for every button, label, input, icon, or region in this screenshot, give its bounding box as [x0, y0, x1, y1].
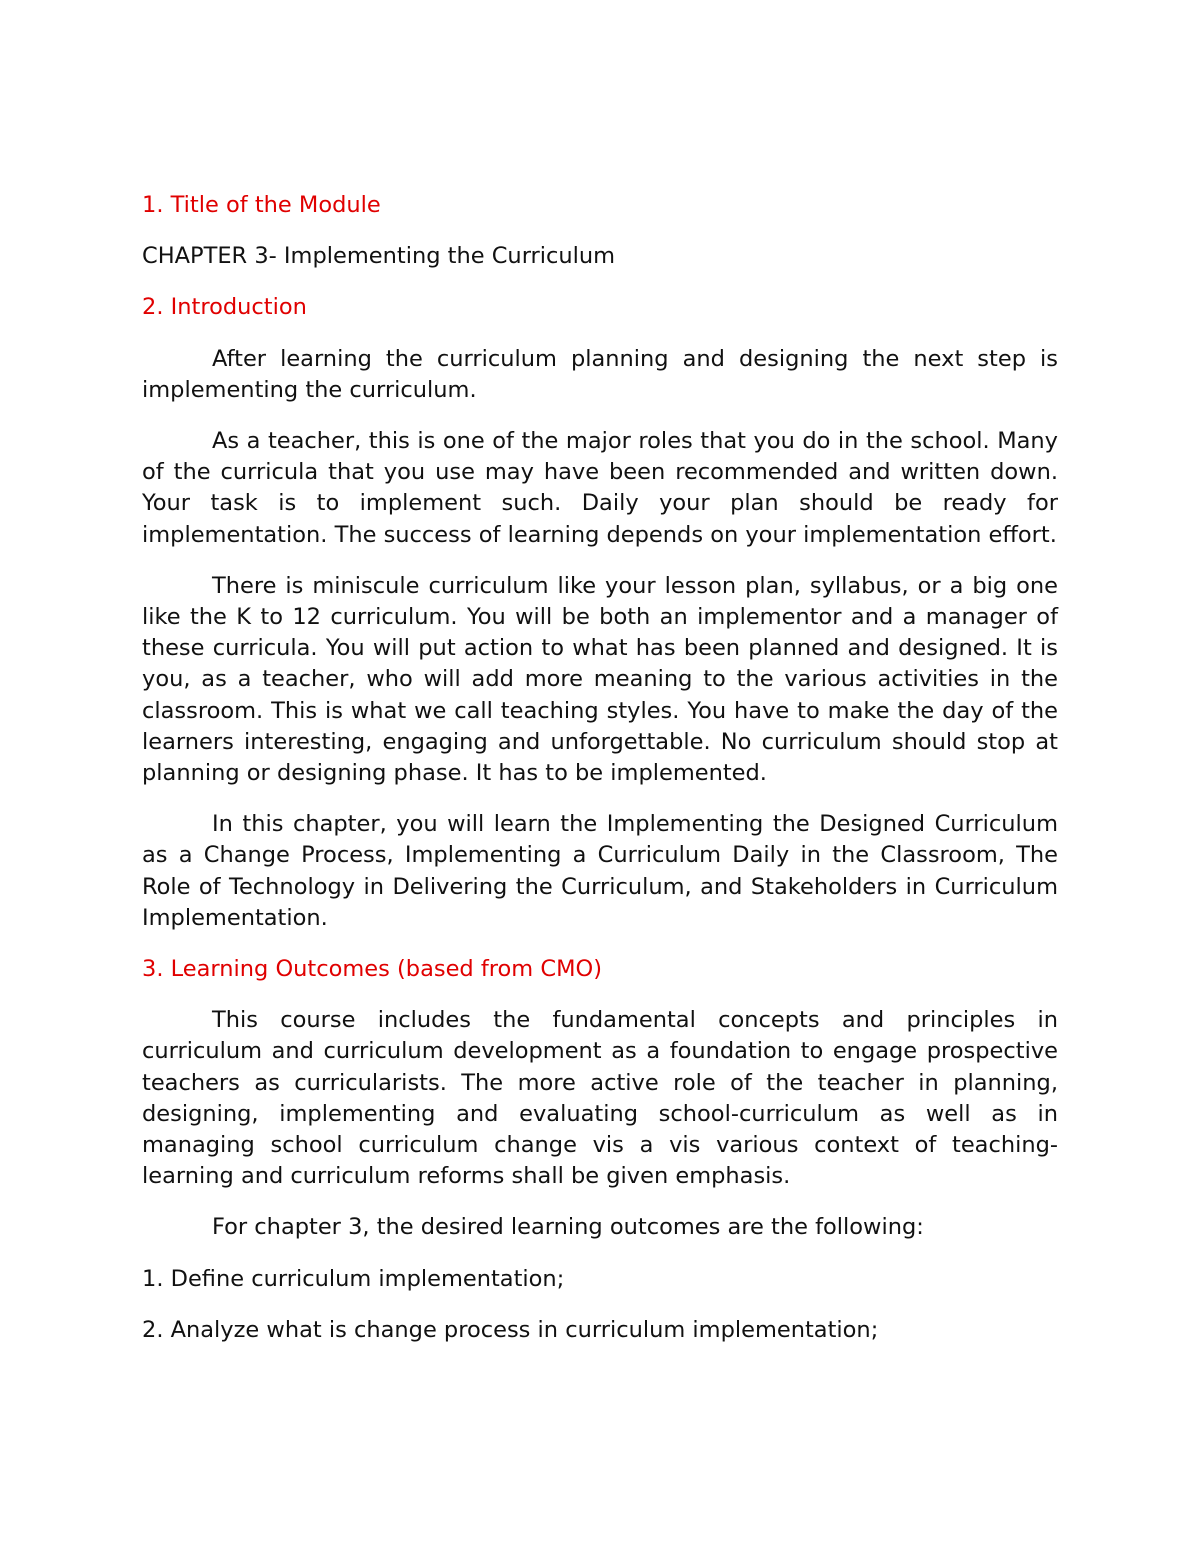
module-title: CHAPTER 3- Implementing the Curriculum	[142, 243, 616, 270]
section-1-heading: 1. Title of the Module	[142, 192, 381, 218]
document-page	[142, 190, 1058, 1366]
outcomes-paragraph-2: For chapter 3, the desired learning outcomes are the following:	[212, 1214, 924, 1241]
outcome-item-2: 2. Analyze what is change process in curriculum implementation;	[142, 1316, 879, 1343]
outcomes-paragraph-1: This course includes the fundamental concepts and principles in curriculum and curriculum development as a foundation to engage prospective teachers as curricularists. The more active role of the teacher in planning, designing, implementing and evaluating school-curriculum as well as in managing school curriculum change vis a vis various context of teaching-learning and curriculum reforms shall be given emphasis.	[142, 1007, 1058, 1190]
intro-paragraph-1: After learning the curriculum planning and designing the next step is implementing the curriculum.	[142, 345, 1058, 403]
intro-paragraph-3: There is miniscule curriculum like your lesson plan, syllabus, or a big one like the K to 12 curriculum. You will be both an implementor and a manager of these curricula. You will put action to what has been planned and designed. It is you, as a teacher, who will add more meaning to the various activities in the classroom. This is what we call teaching styles. You have to make the day of the learners interesting, engaging and unforgettable. No curriculum should stop at planning or designing phase. It has to be implemented.	[142, 572, 1058, 787]
intro-paragraph-2: As a teacher, this is one of the major roles that you do in the school. Many of the curricula that you use may have been recommended and written down. Your task is to implement such. Daily your plan should be ready for implementation. The success of learning depends on your implementation effort.	[142, 428, 1058, 548]
intro-paragraph-4: In this chapter, you will learn the Implementing the Designed Curriculum as a Change Process, Implementing a Curriculum Daily in the Classroom, The Role of Technology in Delivering the Curriculum, and Stakeholders in Curriculum Implementation.	[142, 811, 1058, 931]
section-3-heading: 3. Learning Outcomes (based from CMO)	[142, 956, 602, 983]
section-2-heading: 2. Introduction	[142, 294, 307, 321]
outcome-item-1: 1. Define curriculum implementation;	[142, 1265, 565, 1292]
